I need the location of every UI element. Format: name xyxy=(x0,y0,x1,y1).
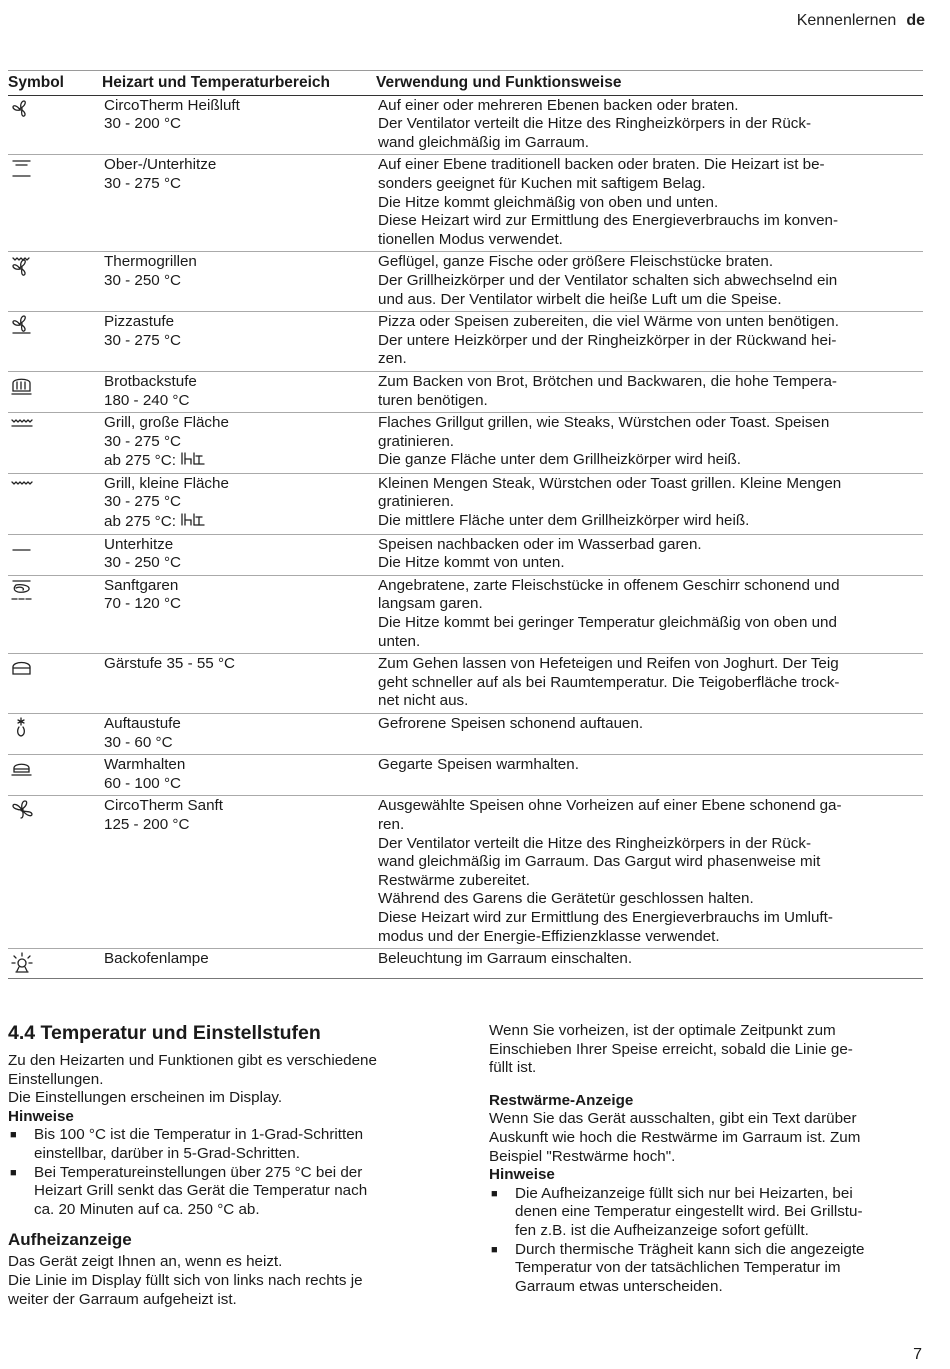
oven-lamp-icon xyxy=(8,950,104,976)
heating-mode-cell xyxy=(104,253,378,309)
usage-line: Die mittlere Fläche unter dem Grillheizkörper wird heiß. xyxy=(378,512,750,530)
usage-line: zen. xyxy=(378,350,407,368)
usage-line: Der untere Heizkörper und der Ringheizkörper in der Rückwand hei- xyxy=(378,331,837,349)
heating-mode-name: Warmhalten xyxy=(104,756,186,774)
heating-mode-range: 180 - 240 °C xyxy=(104,391,190,409)
usage-line: Der Ventilator verteilt die Hitze des Ringheizkörpers in der Rück- xyxy=(378,115,812,133)
heating-mode-range: 60 - 100 °C xyxy=(104,774,181,792)
usage-line: geht schneller auf als bei Raumtemperatur. Die Teigoberfläche trock- xyxy=(378,673,840,691)
bullet-icon: ■ xyxy=(10,1129,17,1142)
usage-cell xyxy=(378,655,925,711)
usage-cell xyxy=(378,253,925,309)
hint-line: Bei Temperatureinstellungen über 275 °C bei der xyxy=(34,1163,363,1181)
hint-line: Durch thermische Trägheit kann sich die angezeigte xyxy=(515,1240,865,1258)
circotherm-gentle-icon xyxy=(8,797,104,946)
usage-line: Gegarte Speisen warmhalten. xyxy=(378,756,579,774)
hints-title: Hinweise xyxy=(8,1107,74,1125)
table-body xyxy=(8,96,923,980)
header-usage: Verwendung und Funktionsweise xyxy=(376,74,622,91)
usage-line: Diese Heizart wird zur Ermittlung des Energieverbrauchs im konven- xyxy=(378,212,839,230)
usage-cell xyxy=(378,156,925,249)
heatup-line: Die Linie im Display füllt sich von links nach rechts je xyxy=(8,1271,363,1289)
bread-baking-icon xyxy=(8,373,104,410)
usage-line: Die Hitze kommt bei geringer Temperatur gleichmäßig von oben und xyxy=(378,614,837,632)
heating-mode-cell xyxy=(104,655,378,711)
usage-line: Zum Gehen lassen von Hefeteigen und Reifen von Joghurt. Der Teig xyxy=(378,655,839,673)
table-header-row xyxy=(8,71,923,96)
usage-line: Ausgewählte Speisen ohne Vorheizen auf einer Ebene schonend ga- xyxy=(378,797,842,815)
bullet-icon: ■ xyxy=(10,1166,17,1179)
intro-line: Die Einstellungen erscheinen im Display. xyxy=(8,1089,283,1107)
usage-line: Geflügel, ganze Fische oder größere Fleischstücke braten. xyxy=(378,253,774,271)
heating-mode-name: Grill, große Fläche xyxy=(104,414,229,432)
heating-mode-name: Ober-/Unterhitze xyxy=(104,156,217,174)
heating-mode-name: Pizzastufe xyxy=(104,313,175,331)
hint-line: ca. 20 Minuten auf ca. 250 °C ab. xyxy=(34,1200,260,1218)
usage-line: tionellen Modus verwendet. xyxy=(378,230,563,248)
intro-line: Einstellungen. xyxy=(8,1070,104,1088)
fan-icon xyxy=(8,97,104,153)
heating-mode-range: 70 - 120 °C xyxy=(104,595,181,613)
table-row xyxy=(8,654,923,714)
hint-item xyxy=(489,1241,919,1297)
usage-line: wand gleichmäßig im Garraum. xyxy=(378,133,590,151)
usage-line: wand gleichmäßig im Garraum. Das Gargut wird phasenweise mit xyxy=(378,853,821,871)
heating-mode-range: 30 - 275 °C xyxy=(104,432,181,450)
table-row xyxy=(8,96,923,156)
heating-mode-range: ab 275 °C: xyxy=(104,512,378,532)
usage-line: Restwärme zubereitet. xyxy=(378,871,530,889)
usage-cell xyxy=(378,475,925,532)
usage-line: Auf einer Ebene traditionell backen oder braten. Die Heizart ist be- xyxy=(378,156,825,174)
grill-small-icon xyxy=(8,475,104,532)
hint-item xyxy=(8,1126,448,1163)
usage-line: Der Ventilator verteilt die Hitze des Ringheizkörpers in der Rück- xyxy=(378,834,812,852)
usage-cell xyxy=(378,313,925,369)
usage-line: gratinieren. xyxy=(378,493,454,511)
hint-line: Temperatur von der tatsächlichen Temperatur im xyxy=(515,1259,841,1277)
usage-line: Die Hitze kommt gleichmäßig von oben und unten. xyxy=(378,193,719,211)
heating-mode-cell xyxy=(104,950,378,976)
usage-line: Diese Heizart wird zur Ermittlung des Energieverbrauchs im Umluft- xyxy=(378,908,833,926)
heatup-line: weiter der Garraum aufgeheizt ist. xyxy=(8,1290,237,1308)
heating-mode-cell xyxy=(104,797,378,946)
preheat-line: Wenn Sie vorheizen, ist der optimale Zeitpunkt zum xyxy=(489,1022,836,1039)
heating-mode-name: CircoTherm Heißluft xyxy=(104,96,240,114)
usage-line: Pizza oder Speisen zubereiten, die viel Wärme von unten benötigen. xyxy=(378,313,839,331)
usage-line: Während des Garens die Gerätetür geschlossen halten. xyxy=(378,890,754,908)
grill-large-icon xyxy=(8,414,104,471)
page-header xyxy=(797,10,925,32)
hint-line: einstellbar, darüber in 5-Grad-Schritten. xyxy=(34,1144,300,1162)
hint-line: Die Aufheizanzeige füllt sich nur bei Heizarten, bei xyxy=(515,1184,853,1202)
table-row xyxy=(8,474,923,535)
heating-mode-range: 30 - 275 °C xyxy=(104,493,181,511)
usage-line: modus und der Energie-Effizienzklasse verwendet. xyxy=(378,927,720,945)
heating-mode-cell xyxy=(104,156,378,249)
usage-line: Gefrorene Speisen schonend auftauen. xyxy=(378,715,644,732)
heating-mode-cell xyxy=(104,414,378,471)
residual-line: Wenn Sie das Gerät ausschalten, gibt ein Text darüber xyxy=(489,1110,857,1128)
usage-line: net nicht aus. xyxy=(378,692,469,710)
heating-mode-range: 125 - 200 °C xyxy=(104,815,190,833)
table-row xyxy=(8,312,923,372)
usage-cell xyxy=(378,756,925,793)
table-row xyxy=(8,413,923,474)
residual-title: Restwärme-Anzeige xyxy=(489,1091,634,1109)
heatup-title: Aufheizanzeige xyxy=(8,1230,132,1250)
keep-warm-icon xyxy=(8,756,104,793)
table-row xyxy=(8,714,923,755)
header-section: Kennenlernen xyxy=(796,12,897,29)
table-row xyxy=(8,535,923,576)
usage-line: Beleuchtung im Garraum einschalten. xyxy=(378,950,633,968)
usage-cell xyxy=(378,577,925,651)
preheat-line: füllt ist. xyxy=(489,1059,537,1077)
heating-mode-name: Sanftgaren xyxy=(104,576,179,594)
usage-line: Angebratene, zarte Fleischstücke in offenem Geschirr schonend und xyxy=(378,576,840,594)
usage-cell xyxy=(378,950,925,976)
heating-mode-cell xyxy=(104,536,378,573)
heating-mode-cell xyxy=(104,475,378,532)
bottom-heat-icon xyxy=(8,536,104,573)
usage-cell xyxy=(378,715,925,752)
residual-line: Beispiel "Restwärme hoch". xyxy=(489,1147,676,1165)
bullet-icon: ■ xyxy=(491,1243,498,1256)
proving-icon xyxy=(8,655,104,711)
header-language: de xyxy=(906,12,925,29)
usage-line: Flaches Grillgut grillen, wie Steaks, Würstchen oder Toast. Speisen xyxy=(378,414,830,432)
usage-line: Zum Backen von Brot, Brötchen und Backwaren, die hohe Tempera- xyxy=(378,372,837,390)
heating-mode-cell xyxy=(104,577,378,651)
heating-mode-cell xyxy=(104,97,378,153)
usage-line: Speisen nachbacken oder im Wasserbad garen. xyxy=(378,535,702,553)
grill-level-icon xyxy=(176,513,206,530)
usage-line: Die Hitze kommt von unten. xyxy=(378,554,565,572)
header-symbol: Symbol xyxy=(8,74,64,91)
heating-mode-cell xyxy=(104,373,378,410)
bullet-icon: ■ xyxy=(491,1187,498,1200)
preheat-line: Einschieben Ihrer Speise erreicht, sobald die Linie ge- xyxy=(489,1040,853,1058)
heating-mode-name: Gärstufe 35 - 55 °C xyxy=(104,655,236,673)
heating-mode-name: CircoTherm Sanft xyxy=(104,797,224,815)
usage-line: Die ganze Fläche unter dem Grillheizkörper wird heiß. xyxy=(378,451,741,469)
heating-mode-name: Auftaustufe xyxy=(104,715,181,732)
usage-line: sonders geeignet für Kuchen mit saftigem Belag. xyxy=(378,174,706,192)
heating-mode-cell xyxy=(104,313,378,369)
heating-mode-name: Grill, kleine Fläche xyxy=(104,474,229,492)
hint-item xyxy=(489,1185,919,1241)
hint-line: fen z.B. ist die Aufheizanzeige sofort gefüllt. xyxy=(515,1221,809,1239)
heating-mode-range: 30 - 275 °C xyxy=(104,331,181,349)
grill-level-icon xyxy=(176,452,206,469)
hints-title: Hinweise xyxy=(489,1166,555,1184)
table-row xyxy=(8,372,923,413)
usage-line: langsam garen. xyxy=(378,595,483,613)
usage-cell xyxy=(378,373,925,410)
right-column xyxy=(489,1022,919,1296)
heating-mode-range: ab 275 °C: xyxy=(104,451,378,471)
page-number: 7 xyxy=(913,1346,922,1364)
table-row xyxy=(8,155,923,252)
usage-cell xyxy=(378,797,925,946)
heating-mode-range: 30 - 200 °C xyxy=(104,115,181,133)
hint-line: denen eine Temperatur eingestellt wird. Bei Grillstu- xyxy=(515,1203,863,1221)
usage-line: Auf einer oder mehreren Ebenen backen oder braten. xyxy=(378,96,739,114)
residual-line: Auskunft wie hoch die Restwärme im Garraum ist. Zum xyxy=(489,1128,861,1146)
table-row xyxy=(8,949,923,979)
heatup-line: Das Gerät zeigt Ihnen an, wenn es heizt. xyxy=(8,1253,283,1271)
heating-mode-cell xyxy=(104,715,378,752)
heating-mode-name: Unterhitze xyxy=(104,535,174,553)
table-row xyxy=(8,755,923,796)
heating-mode-cell xyxy=(104,756,378,793)
heating-mode-name: Thermogrillen xyxy=(104,253,197,271)
usage-line: turen benötigen. xyxy=(378,391,488,409)
usage-line: und aus. Der Ventilator wirbelt die heiße Luft um die Speise. xyxy=(378,290,782,308)
heating-mode-name: Brotbackstufe xyxy=(104,372,197,390)
usage-line: Kleinen Mengen Steak, Würstchen oder Toast grillen. Kleine Mengen xyxy=(378,474,842,492)
hint-item xyxy=(8,1164,448,1220)
pizza-setting-icon xyxy=(8,313,104,369)
defrost-icon xyxy=(8,715,104,752)
heating-mode-range: 30 - 275 °C xyxy=(104,174,181,192)
section-temperature xyxy=(8,1020,448,1309)
hint-line: Garraum etwas unterscheiden. xyxy=(515,1277,723,1295)
slow-cook-icon xyxy=(8,577,104,651)
usage-line: Der Grillheizkörper und der Ventilator schalten sich abwechselnd ein xyxy=(378,271,838,289)
heating-mode-range: 30 - 250 °C xyxy=(104,554,181,572)
usage-line: ren. xyxy=(378,815,405,833)
usage-line: unten. xyxy=(378,632,421,650)
usage-cell xyxy=(378,97,925,153)
section-heading: 4.4 Temperatur und Einstellstufen xyxy=(8,1022,321,1044)
heating-mode-range: 30 - 250 °C xyxy=(104,271,181,289)
table-row xyxy=(8,796,923,949)
hint-line: Bis 100 °C ist die Temperatur in 1-Grad-Schritten xyxy=(34,1126,364,1144)
header-heating-mode: Heizart und Temperaturbereich xyxy=(102,74,330,91)
heating-mode-name: Backofenlampe xyxy=(104,950,209,968)
intro-line: Zu den Heizarten und Funktionen gibt es verschiedene xyxy=(8,1052,377,1069)
table-row xyxy=(8,576,923,654)
table-row xyxy=(8,252,923,312)
usage-line: gratinieren. xyxy=(378,432,454,450)
hint-line: Heizart Grill senkt das Gerät die Temperatur nach xyxy=(34,1182,368,1200)
heating-mode-range: 30 - 60 °C xyxy=(104,733,173,751)
thermo-grill-icon xyxy=(8,253,104,309)
top-bottom-heat-icon xyxy=(8,156,104,249)
heating-modes-table xyxy=(8,70,923,979)
usage-cell xyxy=(378,414,925,471)
usage-cell xyxy=(378,536,925,573)
